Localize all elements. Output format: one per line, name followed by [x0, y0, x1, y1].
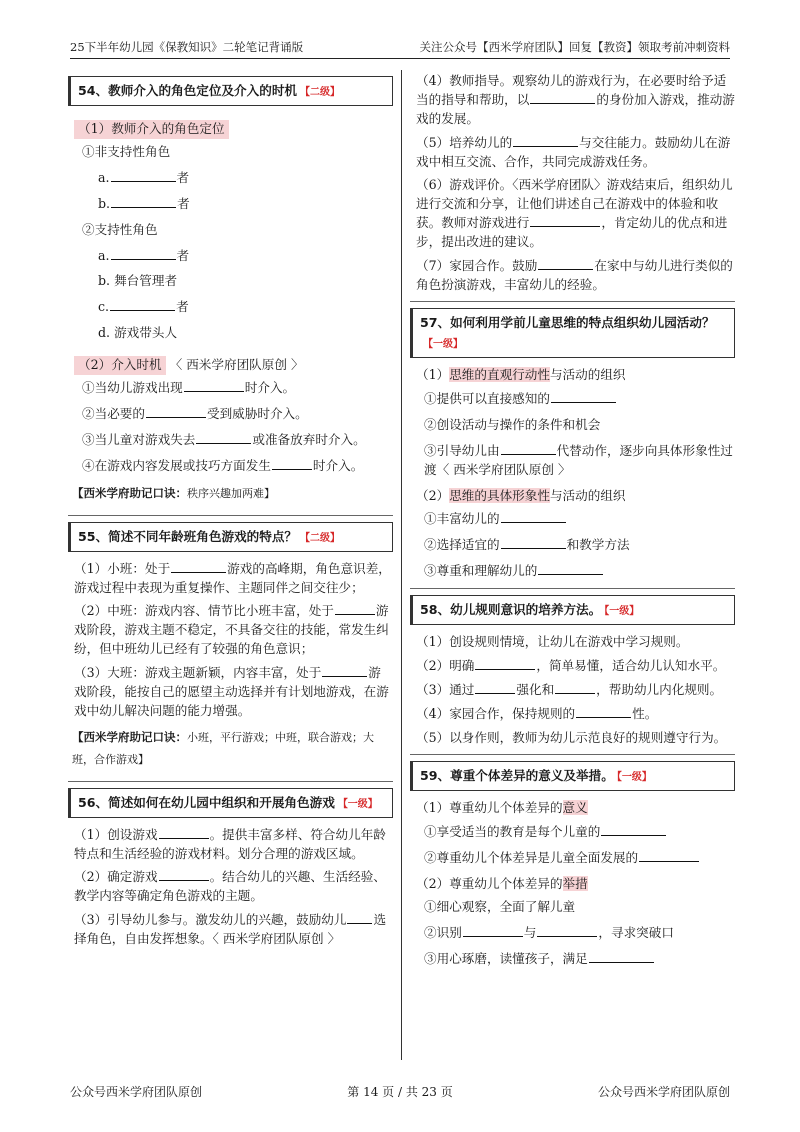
q54-sub1: （1）教师介入的角色定位 — [74, 120, 229, 139]
q54-timing-1: ①当幼儿游戏出现 时介入。 — [82, 380, 296, 396]
q57-sub2: （2）思维的具体形象性与活动的组织 — [416, 487, 626, 503]
q55-para-1: （1）小班：处于 游戏的高峰期，角色意识差，游戏过程中表现为重复操作、主题同伴之间交往少； — [74, 560, 391, 595]
q55-para-2: （2）中班：游戏内容、情节比小班丰富，处于 游戏阶段，游戏主题不稳定，不具备交往的技能，常发生纠纷，但中班幼儿已经有了较强的角色意识； — [74, 603, 389, 657]
q56-para-5: （5）培养幼儿的 与交往能力。鼓励幼儿在游戏中相互交流、合作，共同完成游戏任务。 — [416, 134, 731, 169]
q54-mnemonic: 【西米学府助记口诀：秩序兴趣加两难】 — [72, 485, 275, 500]
left-column — [68, 72, 393, 1062]
q55-para-3: （3）大班：游戏主题新颖，内容丰富，处于 游戏阶段，能按自己的愿望主动选择并有计划地游戏，在游戏中幼儿解决问题的能力增强。 — [74, 665, 389, 718]
q57-item-3: ③引导幼儿由 代替动作，逐步向具体形象性过渡〈 西米学府团队原创 〉 — [424, 442, 733, 477]
q54-b-item-c: c. 者 — [98, 299, 189, 315]
right-column — [410, 72, 735, 1062]
q59-sub1: （1）尊重幼儿个体差异的意义 — [416, 799, 588, 815]
q56-para-6: （6）游戏评价。〈西米学府团队〉游戏结束后，组织幼儿进行交流和分享，让他们讲述自己在游戏中的体验和收获。教师对游戏进行 ，肯定幼儿的优点和进步，提出改进的建议。 — [416, 177, 733, 250]
q54-b-item-d: d. 游戏带头人 — [98, 325, 178, 341]
q59-item-2: ②尊重幼儿个体差异是儿童全面发展的 — [424, 849, 735, 868]
header-left: 25下半年幼儿园《保教知识》二轮笔记背诵版 — [70, 40, 304, 54]
q58-para-2: （2）明确 ，简单易懂，适合幼儿认知水平。 — [416, 658, 726, 674]
q58-level-tag: 【一级】 — [604, 606, 640, 618]
q57-level-tag: 【一级】 — [423, 338, 463, 350]
q57-item-1: ①提供可以直接感知的 — [424, 390, 735, 409]
q59-sub2: （2）尊重幼儿个体差异的举措 — [416, 875, 588, 891]
q58-para-1: （1）创设规则情境，让幼儿在游戏中学习规则。 — [416, 634, 689, 650]
q55-level-tag: 【二级】 — [300, 532, 341, 544]
q54-b-item-b: b. 舞台管理者 — [98, 273, 178, 289]
q54-level-tag: 【二级】 — [300, 87, 341, 98]
q56-para-4: （4）教师指导。观察幼儿的游戏行为，在必要时给予适当的指导和帮助，以 的身份加入游戏，推动游戏的发展。 — [416, 73, 735, 126]
q56-para-7: （7）家园合作。鼓励 在家中与幼儿进行类似的角色扮演游戏，丰富幼儿的经验。 — [416, 258, 733, 292]
q58-heading: 58、幼儿规则意识的培养方法。 【一级】 — [410, 595, 735, 625]
page-header — [70, 34, 730, 59]
q56-level-tag: 【一级】 — [337, 798, 378, 810]
q54-timing-3: ③当儿童对游戏失去 或准备放弃时介入。 — [82, 431, 366, 447]
q59-heading: 59、尊重个体差异的意义及举措。 【一级】 — [410, 761, 735, 791]
q55-heading: 55、简述不同年龄班角色游戏的特点？ 【二级】 — [68, 522, 393, 552]
q54-b-item-a: a. 者 — [98, 247, 190, 263]
separator — [68, 781, 393, 782]
q54-sub2-row: （2）介入时机 〈 西米学府团队原创 〉 — [68, 350, 393, 379]
q57-item-5: ②选择适宜的 和教学方法 — [424, 537, 630, 553]
q54-a-item-a: a. 者 — [98, 169, 190, 185]
q54-sub2: （2）介入时机 — [74, 356, 166, 375]
separator — [68, 515, 393, 516]
q57-heading: 57、如何利用学前儿童思维的特点组织幼儿园活动？【一级】 — [410, 308, 735, 358]
q54-timing-2: ②当必要的 受到威胁时介入。 — [82, 405, 308, 421]
q54-a-head: ①非支持性角色 — [82, 144, 171, 160]
footer-left: 公众号西米学府团队原创 — [70, 1085, 203, 1099]
header-right: 关注公众号【西米学府团队】回复【教资】领取考前冲刺资料 — [419, 40, 730, 54]
q58-para-5: （5）以身作则，教师为幼儿示范良好的规则遵守行为。 — [416, 729, 727, 745]
q57-sub1: （1）思维的直观行动性与活动的组织 — [416, 367, 626, 383]
page-footer — [70, 1083, 730, 1100]
q59-item-4: ②识别 与 ，寻求突破口 — [424, 925, 674, 941]
q57-item-2: ②创设活动与操作的条件和机会 — [424, 416, 601, 432]
separator — [410, 754, 735, 755]
q54-b-head: ②支持性角色 — [82, 221, 158, 237]
footer-right: 公众号西米学府团队原创 — [597, 1085, 730, 1099]
q54-timing-4: ④在游戏内容发展或技巧方面发生 时介入。 — [82, 457, 364, 473]
q58-para-3: （3）通过 强化和 ，帮助幼儿内化规则。 — [416, 682, 723, 698]
q56-para-2: （2）确定游戏 。结合幼儿的兴趣、生活经验、教学内容等确定角色游戏的主题。 — [74, 869, 386, 904]
q56-para-3: （3）引导幼儿参与。激发幼儿的兴趣，鼓励幼儿 选择角色，自由发挥想象。〈 西米学府团队原创 〉 — [74, 912, 387, 947]
q54-a-item-b: b. 者 — [98, 195, 190, 211]
q56-para-1: （1）创设游戏 。提供丰富多样、符合幼儿年龄特点和生活经验的游戏材料。划分合理的游戏区域。 — [74, 826, 386, 861]
separator — [410, 588, 735, 589]
q59-level-tag: 【一级】 — [616, 771, 652, 783]
column-divider — [401, 70, 402, 1060]
q55-mnemonic: 【西米学府助记口诀：小班，平行游戏；中班，联合游戏；大班，合作游戏】 — [72, 729, 374, 766]
q59-item-1: ①享受适当的教育是每个儿童的 — [424, 823, 735, 842]
separator — [410, 301, 735, 302]
q56-heading: 56、简述如何在幼儿园中组织和开展角色游戏 【一级】 — [68, 788, 393, 818]
q59-item-5: ③用心琢磨，读懂孩子，满足 — [424, 950, 735, 969]
page-number: 第 14 页 / 共 23 页 — [347, 1085, 453, 1099]
q54-heading: 54、教师介入的角色定位及介入的时机 【二级】 — [68, 76, 393, 106]
q57-item-6: ③尊重和理解幼儿的 — [424, 562, 735, 581]
q57-item-4: ①丰富幼儿的 — [424, 510, 735, 529]
q59-item-3: ①细心观察，全面了解儿童 — [424, 899, 576, 915]
q58-para-4: （4）家园合作，保持规则的 性。 — [416, 705, 658, 721]
